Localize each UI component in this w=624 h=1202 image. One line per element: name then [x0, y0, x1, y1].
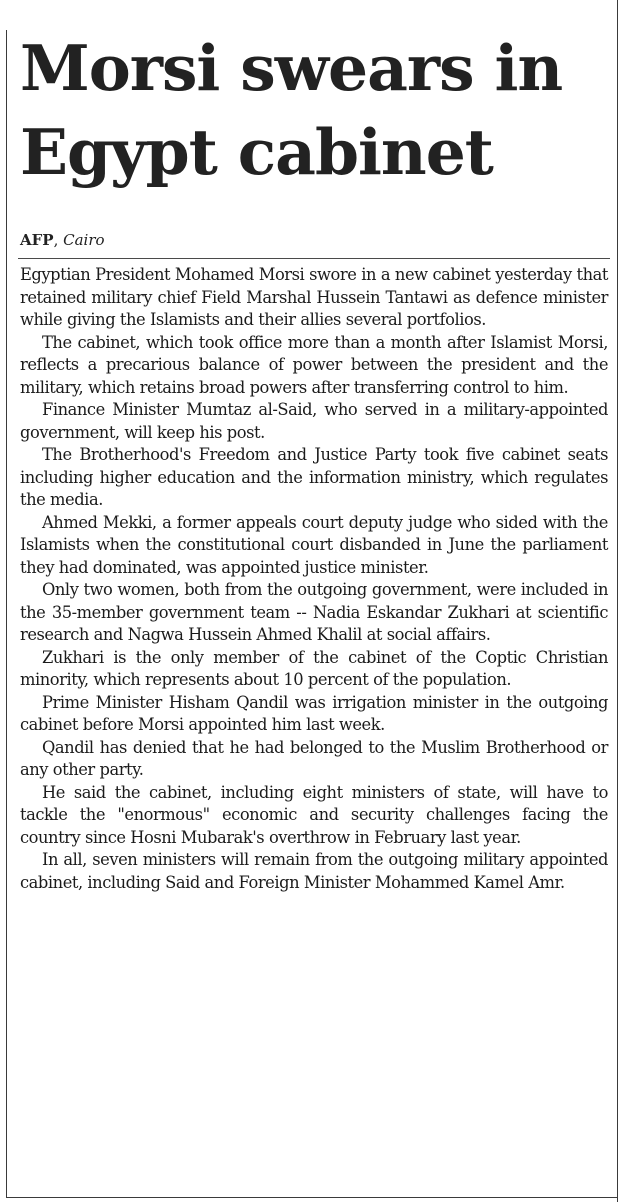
- article-paragraph: Ahmed Mekki, a former appeals court deputy judge who sided with the Islamists when the constitutional court disbanded in June the parliament they had dominated, was appointed justice minister.: [20, 512, 608, 577]
- article-paragraph: Qandil has denied that he had belonged to the Muslim Brotherhood or any other party.: [20, 737, 608, 779]
- article-paragraph: Egyptian President Mohamed Morsi swore in a new cabinet yesterday that retained military chief Field Marshal Hussein Tantawi as defence minister while giving the Islamists and their allies several portfolios.: [20, 265, 608, 329]
- byline-agency: AFP: [20, 231, 54, 249]
- byline: [20, 230, 105, 250]
- article-paragraph: In all, seven ministers will remain from the outgoing military appointed cabinet, including Said and Foreign Minister Mohammed Kamel Amr.: [20, 850, 608, 892]
- byline-location: Cairo: [63, 231, 105, 249]
- article-body: [20, 264, 608, 894]
- bottom-border-rule: [6, 1197, 618, 1198]
- article-paragraph: Zukhari is the only member of the cabinet of the Coptic Christian minority, which represents about 10 percent of the population.: [20, 647, 608, 689]
- left-border-rule: [6, 30, 7, 1198]
- article-paragraph: He said the cabinet, including eight ministers of state, will have to tackle the "enormous" economic and security challenges facing the country since Hosni Mubarak's overthrow in February last year.: [20, 782, 608, 847]
- article-paragraph: Only two women, both from the outgoing government, were included in the 35-member government team -- Nadia Eskandar Zukhari at scientific research and Nagwa Hussein Ahmed Khalil at social affairs.: [20, 580, 608, 644]
- article-paragraph: Prime Minister Hisham Qandil was irrigation minister in the outgoing cabinet before Morsi appointed him last week.: [20, 692, 608, 734]
- right-border-rule: [617, 0, 618, 1202]
- article-paragraph: Finance Minister Mumtaz al-Said, who served in a military-appointed government, will keep his post.: [20, 400, 608, 442]
- article-headline: Morsi swears in Egypt cabinet: [20, 31, 563, 189]
- byline-separator: ,: [53, 231, 59, 249]
- article-paragraph: The cabinet, which took office more than a month after Islamist Morsi, reflects a precarious balance of power between the president and the military, which retains broad powers after transferring control to him.: [20, 332, 608, 397]
- article-paragraph: The Brotherhood's Freedom and Justice Party took five cabinet seats including higher education and the information ministry, which regulates the media.: [20, 445, 608, 509]
- byline-divider: [18, 258, 610, 259]
